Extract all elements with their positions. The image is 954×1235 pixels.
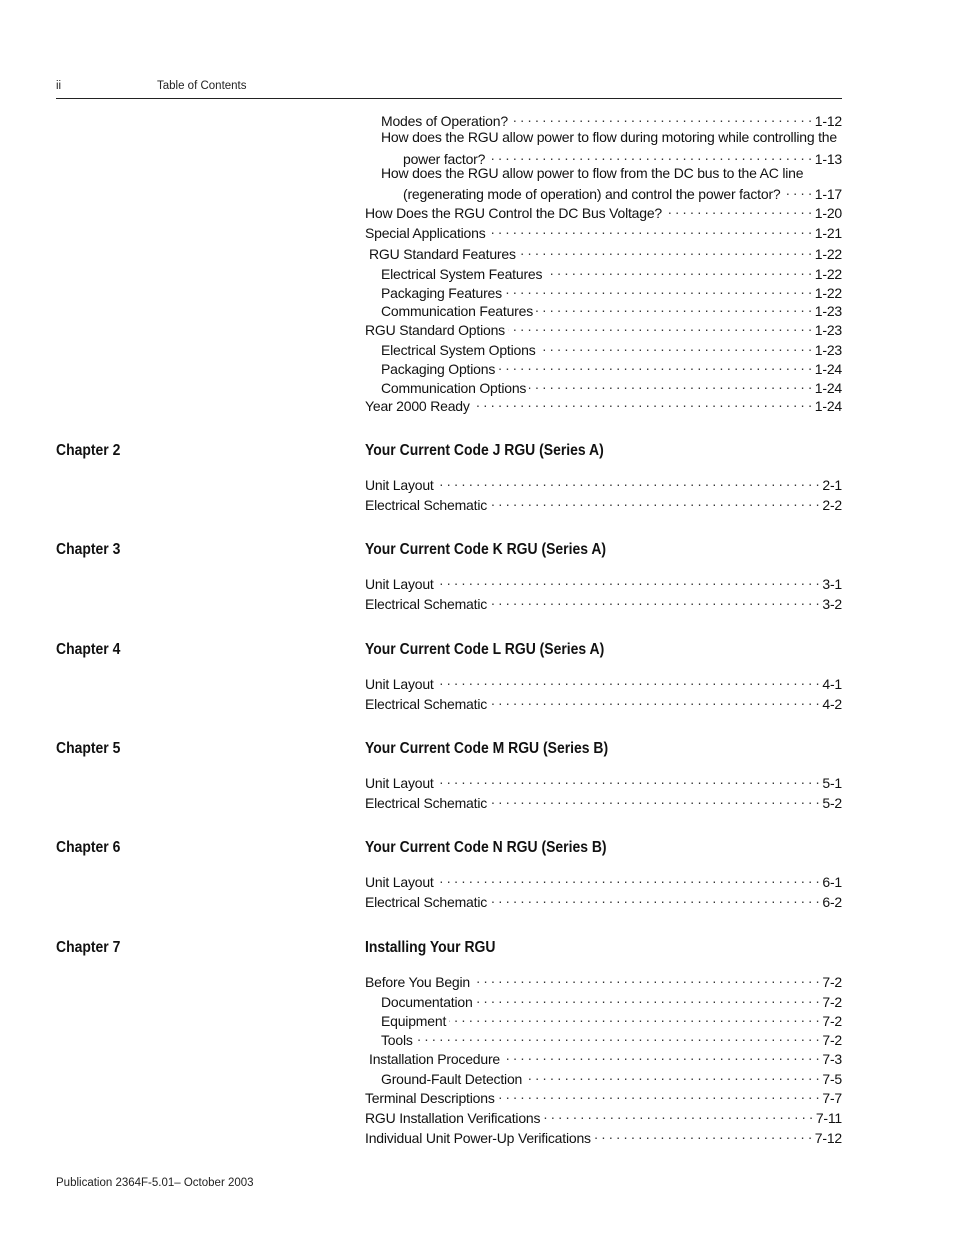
toc-entry[interactable]: How does the RGU allow power to flow during motoring while controlling the bbox=[381, 129, 837, 145]
chapter-title[interactable]: Your Current Code M RGU (Series B) bbox=[365, 740, 609, 757]
chapter-title[interactable]: Installing Your RGU bbox=[365, 939, 496, 956]
toc-entry[interactable]: RGU Standard Features . . . 1-22 bbox=[365, 241, 842, 263]
toc-entry[interactable]: Special Applications . . . 1-21 bbox=[365, 220, 842, 242]
toc-entry[interactable]: How does the RGU allow power to flow from the DC bus to the AC line bbox=[381, 165, 804, 181]
toc-entry[interactable]: Packaging Options . . . 1-24 bbox=[365, 356, 842, 378]
publication-footer: Publication 2364F-5.01– October 2003 bbox=[56, 1177, 254, 1189]
toc-entry[interactable]: Unit Layout . . . 2-1 bbox=[365, 472, 842, 494]
chapter-title[interactable]: Your Current Code N RGU (Series B) bbox=[365, 839, 607, 856]
toc-entry[interactable]: Unit Layout . . . 4-1 bbox=[365, 671, 842, 693]
toc-entry[interactable]: Installation Procedure . . . 7-3 bbox=[365, 1046, 842, 1068]
toc-entry[interactable]: Modes of Operation? . . . 1-12 bbox=[365, 108, 842, 130]
toc-entry[interactable]: Electrical Schematic . . . 4-2 bbox=[365, 691, 842, 713]
toc-entry[interactable]: Electrical Schematic . . . 5-2 bbox=[365, 790, 842, 812]
toc-entry[interactable]: Before You Begin . . . 7-2 bbox=[365, 969, 842, 991]
toc-entry[interactable]: Equipment . . . 7-2 bbox=[365, 1008, 842, 1030]
page-number: ii bbox=[56, 80, 62, 92]
chapter-title[interactable]: Your Current Code L RGU (Series A) bbox=[365, 641, 605, 658]
chapter-label: Chapter 6 bbox=[56, 839, 121, 856]
chapter-label: Chapter 7 bbox=[56, 939, 121, 956]
toc-entry[interactable]: Individual Unit Power-Up Verifications . . . 7-12 bbox=[365, 1125, 842, 1147]
toc-entry[interactable]: Tools . . . 7-2 bbox=[365, 1027, 842, 1049]
toc-entry[interactable]: Electrical Schematic . . . 3-2 bbox=[365, 591, 842, 613]
toc-entry[interactable]: Communication Options . . . 1-24 bbox=[365, 375, 842, 397]
toc-entry[interactable]: Electrical Schematic . . . 2-2 bbox=[365, 492, 842, 514]
toc-entry[interactable]: Unit Layout . . . 5-1 bbox=[365, 770, 842, 792]
toc-entry[interactable]: Electrical Schematic . . . 6-2 bbox=[365, 889, 842, 911]
chapter-label: Chapter 3 bbox=[56, 541, 121, 558]
chapter-label: Chapter 5 bbox=[56, 740, 121, 757]
toc-entry[interactable]: Year 2000 Ready . . . 1-24 bbox=[365, 393, 842, 415]
toc-entry[interactable]: Ground-Fault Detection . . . 7-5 bbox=[365, 1066, 842, 1088]
toc-entry[interactable]: RGU Installation Verifications . . . 7-11 bbox=[365, 1105, 842, 1127]
toc-entry[interactable]: Packaging Features . . . 1-22 bbox=[365, 280, 842, 302]
toc-entry[interactable]: Terminal Descriptions . . . 7-7 bbox=[365, 1085, 842, 1107]
chapter-title[interactable]: Your Current Code K RGU (Series A) bbox=[365, 541, 607, 558]
chapter-label: Chapter 4 bbox=[56, 641, 121, 658]
toc-column bbox=[365, 0, 842, 1235]
toc-entry[interactable]: Unit Layout . . . 3-1 bbox=[365, 571, 842, 593]
toc-entry-continuation[interactable]: power factor? . . . 1-13 bbox=[365, 146, 842, 168]
toc-entry[interactable]: How Does the RGU Control the DC Bus Voltage? . . . 1-20 bbox=[365, 200, 842, 222]
chapter-title[interactable]: Your Current Code J RGU (Series A) bbox=[365, 442, 604, 459]
running-title: Table of Contents bbox=[157, 80, 247, 92]
toc-entry[interactable]: Electrical System Features . . . 1-22 bbox=[365, 261, 842, 283]
toc-entry[interactable]: Unit Layout . . . 6-1 bbox=[365, 869, 842, 891]
toc-entry[interactable]: Documentation . . . 7-2 bbox=[365, 989, 842, 1011]
toc-entry[interactable]: RGU Standard Options . . . 1-23 bbox=[365, 317, 842, 339]
toc-entry-continuation[interactable]: (regenerating mode of operation) and control the power factor? . . . 1-17 bbox=[365, 181, 842, 203]
toc-entry[interactable]: Communication Features . . . 1-23 bbox=[365, 298, 842, 320]
toc-entry[interactable]: Electrical System Options . . . 1-23 bbox=[365, 337, 842, 359]
chapter-label: Chapter 2 bbox=[56, 442, 121, 459]
